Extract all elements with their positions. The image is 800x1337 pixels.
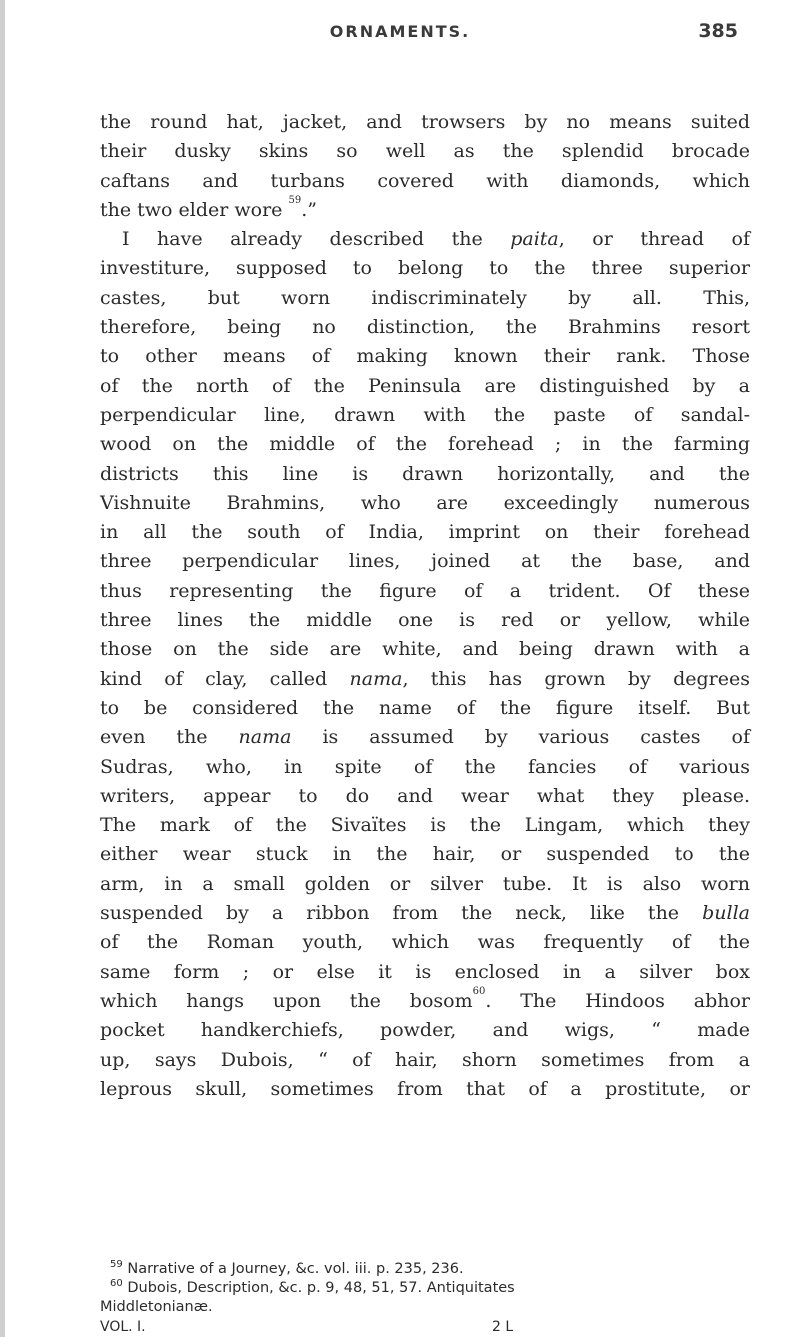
text-line: of the Roman youth, which was frequently of the [100, 931, 750, 954]
text-line: wood on the middle of the forehead ; in the farming [100, 433, 750, 456]
text-line: pocket handkerchiefs, powder, and wigs, “ made [100, 1019, 750, 1042]
text-line: three lines the middle one is red or yellow, while [100, 609, 750, 632]
text-line: thus representing the figure of a trident. Of these [100, 579, 750, 602]
signature-row [100, 1318, 750, 1336]
term: nama [349, 667, 403, 690]
term: paita [510, 228, 559, 251]
text-line: I have already described the paita, or thread of [122, 228, 751, 251]
main-text [100, 108, 750, 1104]
page-number: 385 [698, 20, 738, 42]
footnote-ref: 59 [288, 194, 302, 206]
text-line: in all the south of India, imprint on their forehead [100, 521, 750, 544]
text-line: either wear stuck in the hair, or suspended to the [100, 843, 750, 866]
text-line: Vishnuite Brahmins, who are exceedingly numerous [100, 491, 750, 514]
page-edge-shadow [0, 0, 5, 1337]
text-line: districts this line is drawn horizontally, and the [100, 462, 750, 485]
text-line: even the nama is assumed by various castes of [100, 726, 750, 749]
running-head: ORNAMENTS. [329, 22, 471, 41]
text-line: three perpendicular lines, joined at the base, and [100, 550, 750, 573]
footnote-ref: 60 [472, 985, 486, 997]
text-line: perpendicular line, drawn with the paste of sandal- [100, 403, 750, 426]
text-line: the two elder wore $^{59}$.” [100, 194, 317, 221]
term: bulla [702, 902, 750, 925]
text-line: therefore, being no distinction, the Brahmins resort [100, 316, 750, 339]
volume-label: VOL. I. [100, 1319, 146, 1335]
text-line: up, says Dubois, “ of hair, shorn sometimes from a [100, 1048, 750, 1071]
text-line: same form ; or else it is enclosed in a silver box [100, 960, 750, 983]
text-line: Sudras, who, in spite of the fancies of various [100, 755, 750, 778]
signature-mark: 2 L [492, 1319, 514, 1335]
text-line: the round hat, jacket, and trowsers by no means suited [100, 111, 750, 133]
text-line: caftans and turbans covered with diamonds, which [100, 169, 750, 192]
text-line: of the north of the Peninsula are distinguished by a [100, 374, 750, 397]
text-line: which hangs upon the bosom$^{60}$. The Hindoos abhor [100, 985, 751, 1012]
text-line: kind of clay, called nama, this has grown by degrees [100, 667, 750, 690]
text-line: leprous skull, sometimes from that of a prostitute, or [100, 1077, 750, 1100]
text-line: those on the side are white, and being drawn with a [100, 638, 750, 661]
page-header [0, 14, 800, 44]
footnotes [100, 1260, 750, 1317]
text-line: to be considered the name of the figure itself. But [100, 696, 750, 719]
text-line: arm, in a small golden or silver tube. It is also worn [100, 872, 750, 895]
text-line: suspended by a ribbon from the neck, like the bulla [100, 902, 750, 925]
footnote-60: $^{60}$ Dubois, Description, &c. p. 9, 48, 51, 57. Antiquitates [110, 1278, 515, 1296]
text-line: castes, but worn indiscriminately by all. This, [100, 286, 750, 309]
text-line: The mark of the Sivaïtes is the Lingam, which they [100, 814, 750, 837]
text-line: their dusky skins so well as the splendid brocade [100, 140, 750, 163]
footnote-60-continued: Middletonianæ. [100, 1299, 213, 1315]
term: nama [238, 726, 292, 749]
text-line: to other means of making known their rank. Those [100, 345, 750, 368]
text-line: writers, appear to do and wear what they please. [100, 784, 750, 807]
text-line: investiture, supposed to belong to the three superior [100, 257, 750, 280]
footnote-59: $^{59}$ Narrative of a Journey, &c. vol. iii. p. 235, 236. [110, 1259, 464, 1277]
